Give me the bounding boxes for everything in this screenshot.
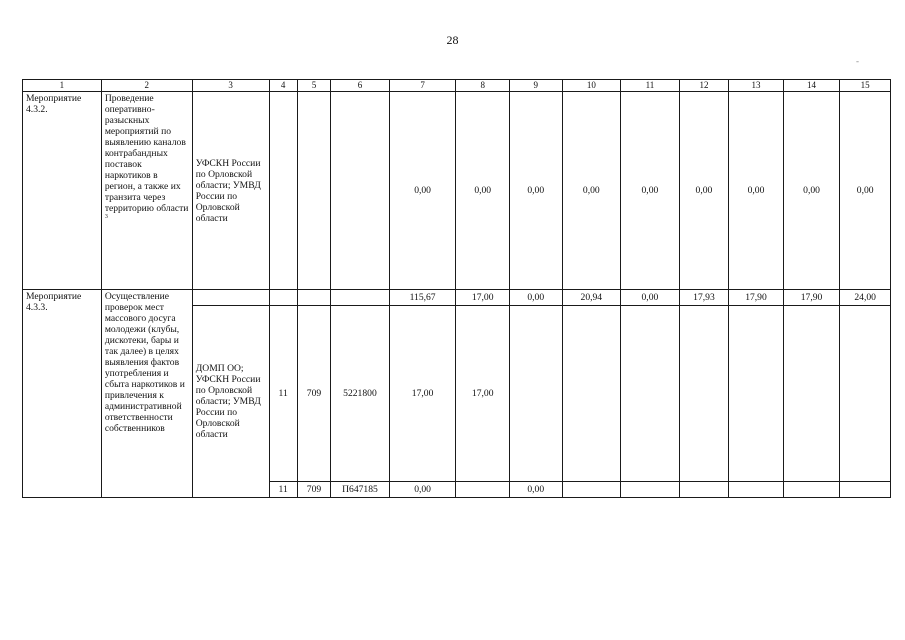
cell-6: П647185 — [331, 482, 390, 498]
header-col-10: 10 — [562, 80, 621, 92]
cell-7: 0,00 — [389, 92, 456, 290]
cell-8: 17,00 — [456, 290, 510, 306]
cell-5 — [297, 92, 330, 290]
footnote-mark: 3 — [104, 213, 108, 220]
cell-7: 115,67 — [389, 290, 456, 306]
cell-12: 17,93 — [679, 290, 729, 306]
cell-13 — [729, 306, 784, 482]
cell-9 — [509, 306, 562, 482]
cell-8: 17,00 — [456, 306, 510, 482]
activity-description: Осуществление проверок мест массового досуга молодежи (клубы, дискотеки, бары и так далее) в целях выявления фактов употребления и сбыта наркотиков и привлечения к административной ответственности собственников — [101, 290, 192, 498]
cell-8: 0,00 — [456, 92, 510, 290]
cell-12: 0,00 — [679, 92, 729, 290]
header-col-9: 9 — [509, 80, 562, 92]
cell-5: 709 — [297, 482, 330, 498]
header-col-14: 14 — [783, 80, 840, 92]
cell-15: 24,00 — [840, 290, 891, 306]
stray-mark: - — [856, 56, 859, 66]
cell-7: 17,00 — [389, 306, 456, 482]
cell-13 — [729, 482, 784, 498]
cell-4: 11 — [269, 482, 297, 498]
cell-12 — [679, 306, 729, 482]
cell-11: 0,00 — [621, 290, 680, 306]
header-col-13: 13 — [729, 80, 784, 92]
table-row — [23, 92, 891, 290]
header-row — [23, 80, 891, 92]
header-col-4: 4 — [269, 80, 297, 92]
cell-6: 5221800 — [331, 306, 390, 482]
cell-10 — [562, 482, 621, 498]
cell-4: 11 — [269, 306, 297, 482]
cell-9: 0,00 — [509, 290, 562, 306]
cell-4 — [269, 290, 297, 306]
cell-10: 0,00 — [562, 92, 621, 290]
cell-6 — [331, 290, 390, 306]
cell-10 — [562, 306, 621, 482]
cell-14: 0,00 — [783, 92, 840, 290]
header-col-1: 1 — [23, 80, 102, 92]
header-col-15: 15 — [840, 80, 891, 92]
budget-table — [22, 79, 891, 498]
header-col-2: 2 — [101, 80, 192, 92]
table-row — [23, 290, 891, 306]
activity-code: Мероприятие 4.3.2. — [23, 92, 102, 290]
executor-total — [192, 290, 269, 306]
cell-14: 17,90 — [783, 290, 840, 306]
cell-11: 0,00 — [621, 92, 680, 290]
executor: УФСКН России по Орловской области; УМВД России по Орловской области — [192, 92, 269, 290]
cell-15 — [840, 306, 891, 482]
cell-9: 0,00 — [509, 92, 562, 290]
cell-15: 0,00 — [840, 92, 891, 290]
header-col-5: 5 — [297, 80, 330, 92]
cell-15 — [840, 482, 891, 498]
executor: ДОМП ОО; УФСКН России по Орловской области; УМВД России по Орловской области — [192, 306, 269, 498]
cell-9: 0,00 — [509, 482, 562, 498]
cell-4 — [269, 92, 297, 290]
header-col-6: 6 — [331, 80, 390, 92]
cell-10: 20,94 — [562, 290, 621, 306]
activity-description-text: Проведение оперативно-разыскных мероприятий по выявлению каналов контрабандных поставок наркотиков в регион, а также их транзита через территорию области — [104, 93, 189, 214]
header-col-12: 12 — [679, 80, 729, 92]
cell-11 — [621, 306, 680, 482]
cell-5 — [297, 290, 330, 306]
header-col-7: 7 — [389, 80, 456, 92]
cell-12 — [679, 482, 729, 498]
header-col-8: 8 — [456, 80, 510, 92]
cell-14 — [783, 482, 840, 498]
cell-5: 709 — [297, 306, 330, 482]
activity-code: Мероприятие 4.3.3. — [23, 290, 102, 498]
header-col-11: 11 — [621, 80, 680, 92]
cell-13: 17,90 — [729, 290, 784, 306]
cell-13: 0,00 — [729, 92, 784, 290]
cell-6 — [331, 92, 390, 290]
cell-14 — [783, 306, 840, 482]
cell-11 — [621, 482, 680, 498]
cell-8 — [456, 482, 510, 498]
cell-7: 0,00 — [389, 482, 456, 498]
page-number: 28 — [446, 33, 459, 47]
activity-description — [101, 92, 192, 290]
header-col-3: 3 — [192, 80, 269, 92]
